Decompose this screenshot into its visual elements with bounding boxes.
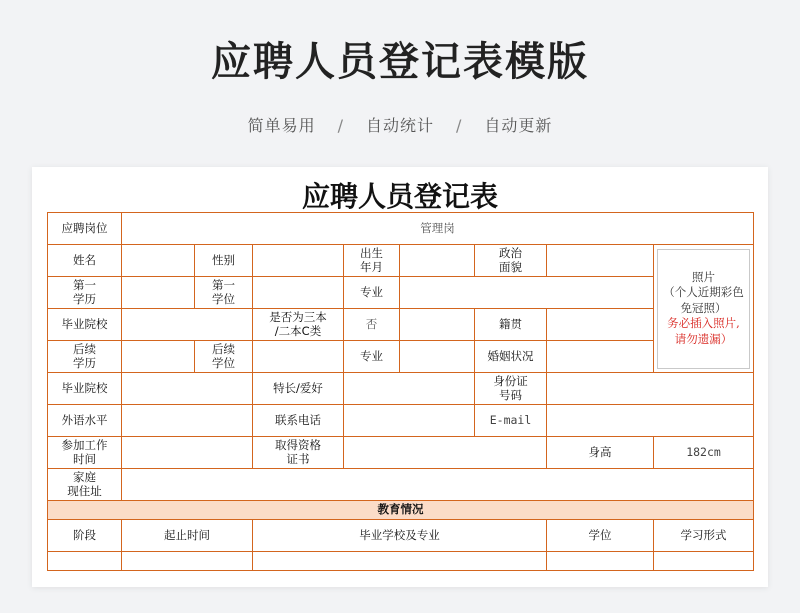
value-major2[interactable] (400, 341, 475, 373)
value-work-start[interactable] (122, 437, 253, 469)
label-height: 身高 (547, 437, 654, 469)
value-birth[interactable] (400, 245, 475, 277)
edu-cell[interactable] (547, 552, 654, 571)
edu-header-period: 起止时间 (122, 520, 253, 552)
label-major: 专业 (344, 277, 400, 309)
tag-auto-update: 自动更新 (484, 116, 553, 135)
tag-separator: / (456, 116, 463, 135)
value-native[interactable] (547, 309, 654, 341)
value-degree2-level[interactable] (253, 341, 344, 373)
tag-easy: 简单易用 (247, 116, 316, 135)
label-address: 家庭 现住址 (48, 469, 122, 501)
tag-separator: / (337, 116, 344, 135)
value-language[interactable] (122, 405, 253, 437)
value-degree1-level[interactable] (253, 277, 344, 309)
label-position: 应聘岗位 (48, 213, 122, 245)
photo-warning-1: 务必插入照片, (667, 316, 740, 331)
label-degree1-level: 第一 学位 (195, 277, 253, 309)
section-education: 教育情况 (48, 501, 754, 520)
value-degree2[interactable] (122, 341, 195, 373)
value-blank[interactable] (400, 309, 475, 341)
label-school2: 毕业院校 (48, 373, 122, 405)
value-marital[interactable] (547, 341, 654, 373)
edu-header-degree: 学位 (547, 520, 654, 552)
label-degree2-level: 后续 学位 (195, 341, 253, 373)
label-native: 籍贯 (475, 309, 547, 341)
edu-header-school-major: 毕业学校及专业 (253, 520, 547, 552)
photo-cell[interactable] (654, 245, 754, 373)
label-work-start: 参加工作 时间 (48, 437, 122, 469)
value-name[interactable] (122, 245, 195, 277)
value-gender[interactable] (253, 245, 344, 277)
value-is-tier3[interactable]: 否 (344, 309, 400, 341)
value-height[interactable]: 182cm (654, 437, 754, 469)
label-name: 姓名 (48, 245, 122, 277)
tag-auto-stat: 自动统计 (365, 116, 434, 135)
value-position[interactable]: 管理岗 (122, 213, 754, 245)
registration-table (47, 212, 754, 571)
photo-label: 照片 (692, 269, 715, 284)
edu-header-stage: 阶段 (48, 520, 122, 552)
edu-cell[interactable] (122, 552, 253, 571)
label-qualification: 取得资格 证书 (253, 437, 344, 469)
form-title: 应聘人员登记表 (301, 180, 498, 213)
edu-cell[interactable] (48, 552, 122, 571)
form-sheet (32, 167, 768, 587)
value-phone[interactable] (344, 405, 475, 437)
photo-hint-2: 免冠照） (680, 300, 727, 315)
label-degree1: 第一 学历 (48, 277, 122, 309)
label-phone: 联系电话 (253, 405, 344, 437)
value-address[interactable] (122, 469, 754, 501)
label-skills: 特长/爱好 (253, 373, 344, 405)
label-gender: 性别 (195, 245, 253, 277)
photo-warning-2: 请勿遗漏） (674, 331, 733, 346)
value-politics[interactable] (547, 245, 654, 277)
label-major2: 专业 (344, 341, 400, 373)
label-birth: 出生 年月 (344, 245, 400, 277)
value-degree1[interactable] (122, 277, 195, 309)
value-school2[interactable] (122, 373, 253, 405)
value-school[interactable] (122, 309, 253, 341)
edu-header-study-mode: 学习形式 (654, 520, 754, 552)
label-degree2: 后续 学历 (48, 341, 122, 373)
page-title: 应聘人员登记表模版 (211, 39, 589, 85)
value-id-no[interactable] (547, 373, 754, 405)
value-major[interactable] (400, 277, 654, 309)
value-skills[interactable] (344, 373, 475, 405)
edu-cell[interactable] (654, 552, 754, 571)
label-school: 毕业院校 (48, 309, 122, 341)
tagline (0, 113, 800, 136)
value-qualification[interactable] (344, 437, 547, 469)
label-is-tier3: 是否为三本 /二本C类 (253, 309, 344, 341)
label-email: E-mail (475, 405, 547, 437)
photo-hint-1: （个人近期彩色 (663, 285, 744, 300)
photo-placeholder[interactable] (657, 249, 750, 369)
label-marital: 婚姻状况 (475, 341, 547, 373)
label-id-no: 身份证 号码 (475, 373, 547, 405)
value-email[interactable] (547, 405, 754, 437)
label-politics: 政治 面貌 (475, 245, 547, 277)
label-language: 外语水平 (48, 405, 122, 437)
edu-cell[interactable] (253, 552, 547, 571)
